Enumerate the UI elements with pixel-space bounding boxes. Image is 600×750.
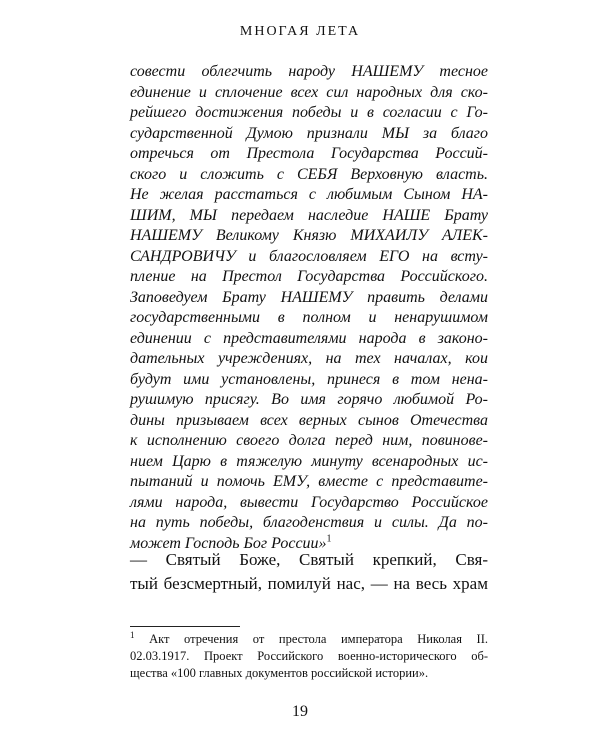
quote-line: единение и сплочение всех сил народных для ско- (130, 83, 488, 101)
footnote-reference-mark[interactable]: 1 (326, 533, 332, 545)
quote-line: единении с представителями народа в законо- (130, 329, 488, 347)
quote-line: рейшего достижения победы и в согласии с Го- (130, 104, 488, 121)
footnote (130, 631, 488, 682)
footnote-divider (130, 626, 240, 627)
page-number: 19 (292, 703, 308, 720)
quote-line: ШИМ, МЫ передаем наследие НАШЕ Брату (130, 206, 488, 224)
quote-line: нием Царю в тяжелую минуту всенародных ис- (130, 452, 488, 470)
quote-line: рушимую присягу. Во имя горячо любимой Ро- (130, 391, 488, 408)
footnote-line: 02.03.1917. Проект Российского военно-исторического об- (130, 649, 488, 663)
quote-line: дины призываем всех верных сынов Отечества (130, 411, 488, 429)
quote-line: государственными в полном и ненарушимом (130, 309, 488, 326)
footnote-line (130, 631, 488, 648)
quote-line: лями народа, вывести Государство Российское (130, 493, 488, 511)
quote-line: ского и сложить с СЕБЯ Верховную власть. (130, 165, 488, 183)
quote-line: совести облегчить народу НАШЕМУ тесное (130, 63, 488, 80)
quote-line: САНДРОВИЧУ и благословляем ЕГО на всту- (130, 247, 488, 265)
footnote-line-text: Акт отречения от престола императора Николая II. (149, 632, 489, 646)
quote-line: будут ими установлены, принеся в том нена- (130, 370, 488, 388)
running-head: МНОГАЯ ЛЕТА (239, 24, 361, 39)
footnote-number: 1 (130, 629, 135, 640)
quote-line: Заповедуем Брату НАШЕМУ править делами (130, 288, 488, 306)
quote-line: на путь победы, благоденствия и силы. Да по- (130, 514, 488, 531)
body-line: тый безсмертный, помилуй нас, — на весь храм (130, 574, 488, 593)
quote-line: отречься от Престола Государства Россий- (130, 145, 488, 162)
footnote-line: щества «100 главных документов российской истории». (130, 666, 429, 680)
body-line: — Святый Боже, Святый крепкий, Свя- (130, 550, 488, 569)
body-paragraph (130, 548, 488, 596)
quote-line: к исполнению своего долга перед ним, повинове- (130, 432, 488, 449)
quote-line: пление на Престол Государства Российского. (130, 268, 488, 285)
quote-line: НАШЕМУ Великому Князю МИХАИЛУ АЛЕК- (130, 227, 488, 244)
quote-line: Не желая расстаться с любимым Сыном НА- (130, 186, 488, 203)
quote-line: дательных учреждениях, на тех началах, кои (130, 350, 488, 367)
quote-line-text: может Господь Бог России» (130, 534, 327, 552)
quote-line: сударственной Думою признали МЫ за благо (130, 124, 488, 142)
quote-line: пытаний и помочь ЕМУ, вместе с представите- (130, 473, 488, 490)
abdication-quote (130, 62, 488, 554)
